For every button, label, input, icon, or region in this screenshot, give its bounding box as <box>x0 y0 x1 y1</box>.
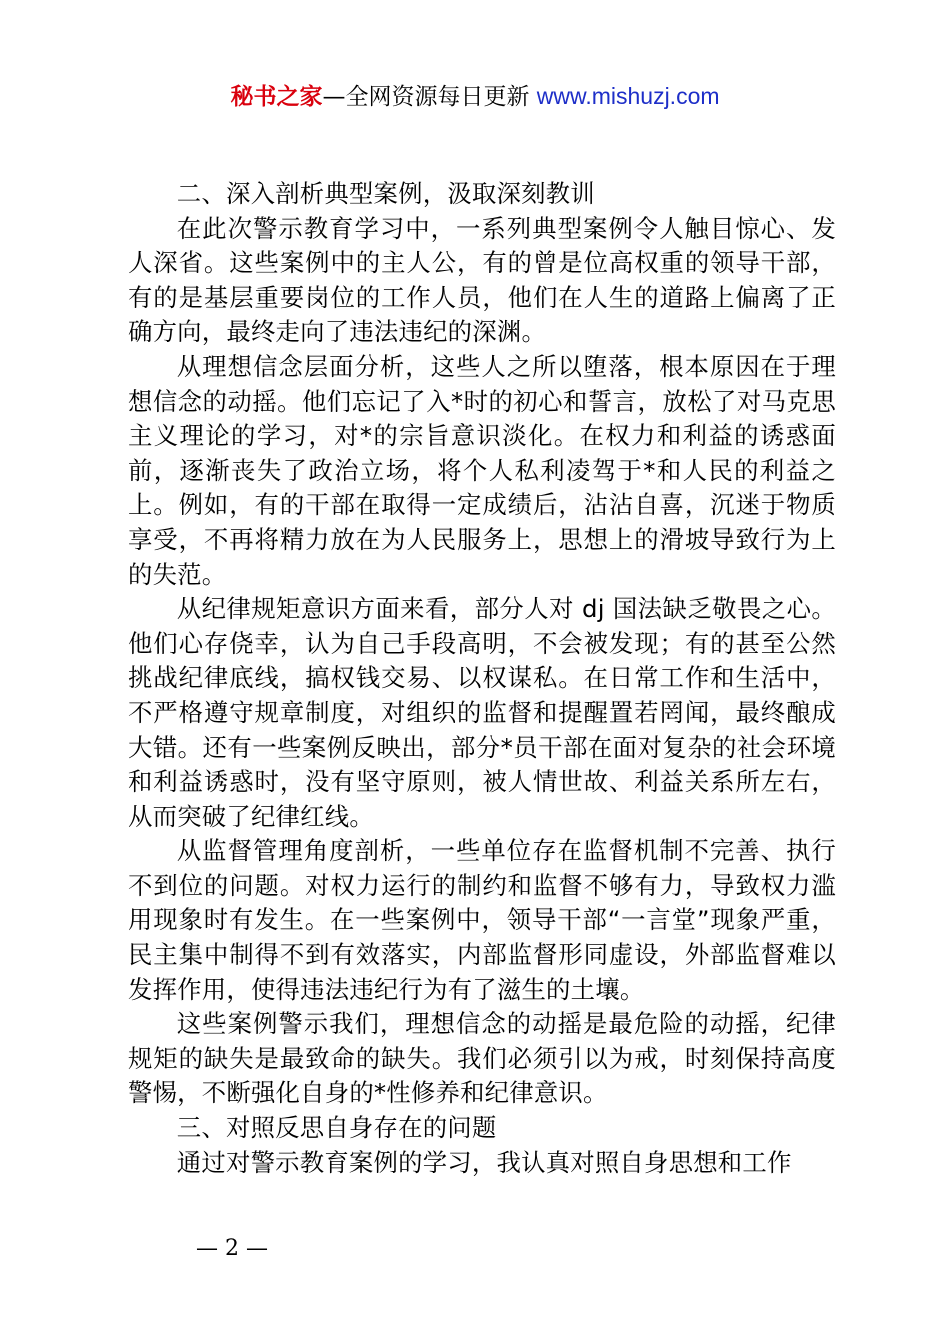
paragraph: 从监督管理角度剖析，一些单位存在监督机制不完善、执行不到位的问题。对权力运行的制约和监督不够有力，导致权力滥用现象时有发生。在一些案例中，领导干部“一言堂”现象严重，民主集中制得不到有效落实，内部监督形同虚设，外部监督难以发挥作用，使得违法违纪行为有了滋生的土壤。 <box>128 836 836 1004</box>
page-number: — 2 — <box>196 1236 268 1261</box>
section-heading-3: 三、对照反思自身存在的问题 <box>176 1113 497 1143</box>
section-heading-2: 二、深入剖析典型案例，汲取深刻教训 <box>176 179 595 208</box>
site-header <box>0 80 950 113</box>
document-body <box>128 177 836 1180</box>
paragraph: 在此次警示教育学习中，一系列典型案例令人触目惊心、发人深省。这些案例中的主人公，有的曾是位高权重的领导干部，有的是基层重要岗位的工作人员，他们在人生的道路上偏离了正确方向，最终走向了违法违纪的深渊。 <box>128 213 836 347</box>
paragraph: 从纪律规矩意识方面来看，部分人对 dj 国法缺乏敬畏之心。他们心存侥幸，认为自己手段高明，不会被发现；有的甚至公然挑战纪律底线，搞权钱交易、以权谋私。在日常工作和生活中，不严格遵守规章制度，对组织的监督和提醒置若罔闻，最终酿成大错。还有一些案例反映出，部分*员干部在面对复杂的社会环境和利益诱惑时，没有坚守原则，被人情世故、利益关系所左右，从而突破了纪律红线。 <box>128 594 836 831</box>
paragraph: 这些案例警示我们，理想信念的动摇是最危险的动摇，纪律规矩的缺失是最致命的缺失。我们必须引以为戒，时刻保持高度警惕，不断强化自身的*性修养和纪律意识。 <box>128 1009 836 1108</box>
header-dash: — <box>322 84 346 110</box>
brand-name: 秘书之家 <box>230 84 323 110</box>
site-url-link[interactable]: www.mishuzj.com <box>536 83 720 109</box>
paragraph: 通过对警示教育案例的学习，我认真对照自身思想和工作 <box>176 1147 792 1177</box>
paragraph: 从理想信念层面分析，这些人之所以堕落，根本原因在于理想信念的动摇。他们忘记了入*时的初心和誓言，放松了对马克思主义理论的学习，对*的宗旨意识淡化。在权力和利益的诱惑面前，逐渐丧失了政治立场，将个人私利凌驾于*和人民的利益之上。例如，有的干部在取得一定成绩后，沾沾自喜，沉迷于物质享受，不再将精力放在为人民服务上，思想上的滑坡导致行为上的失范。 <box>128 351 836 589</box>
header-tagline: 全网资源每日更新 <box>345 84 530 110</box>
